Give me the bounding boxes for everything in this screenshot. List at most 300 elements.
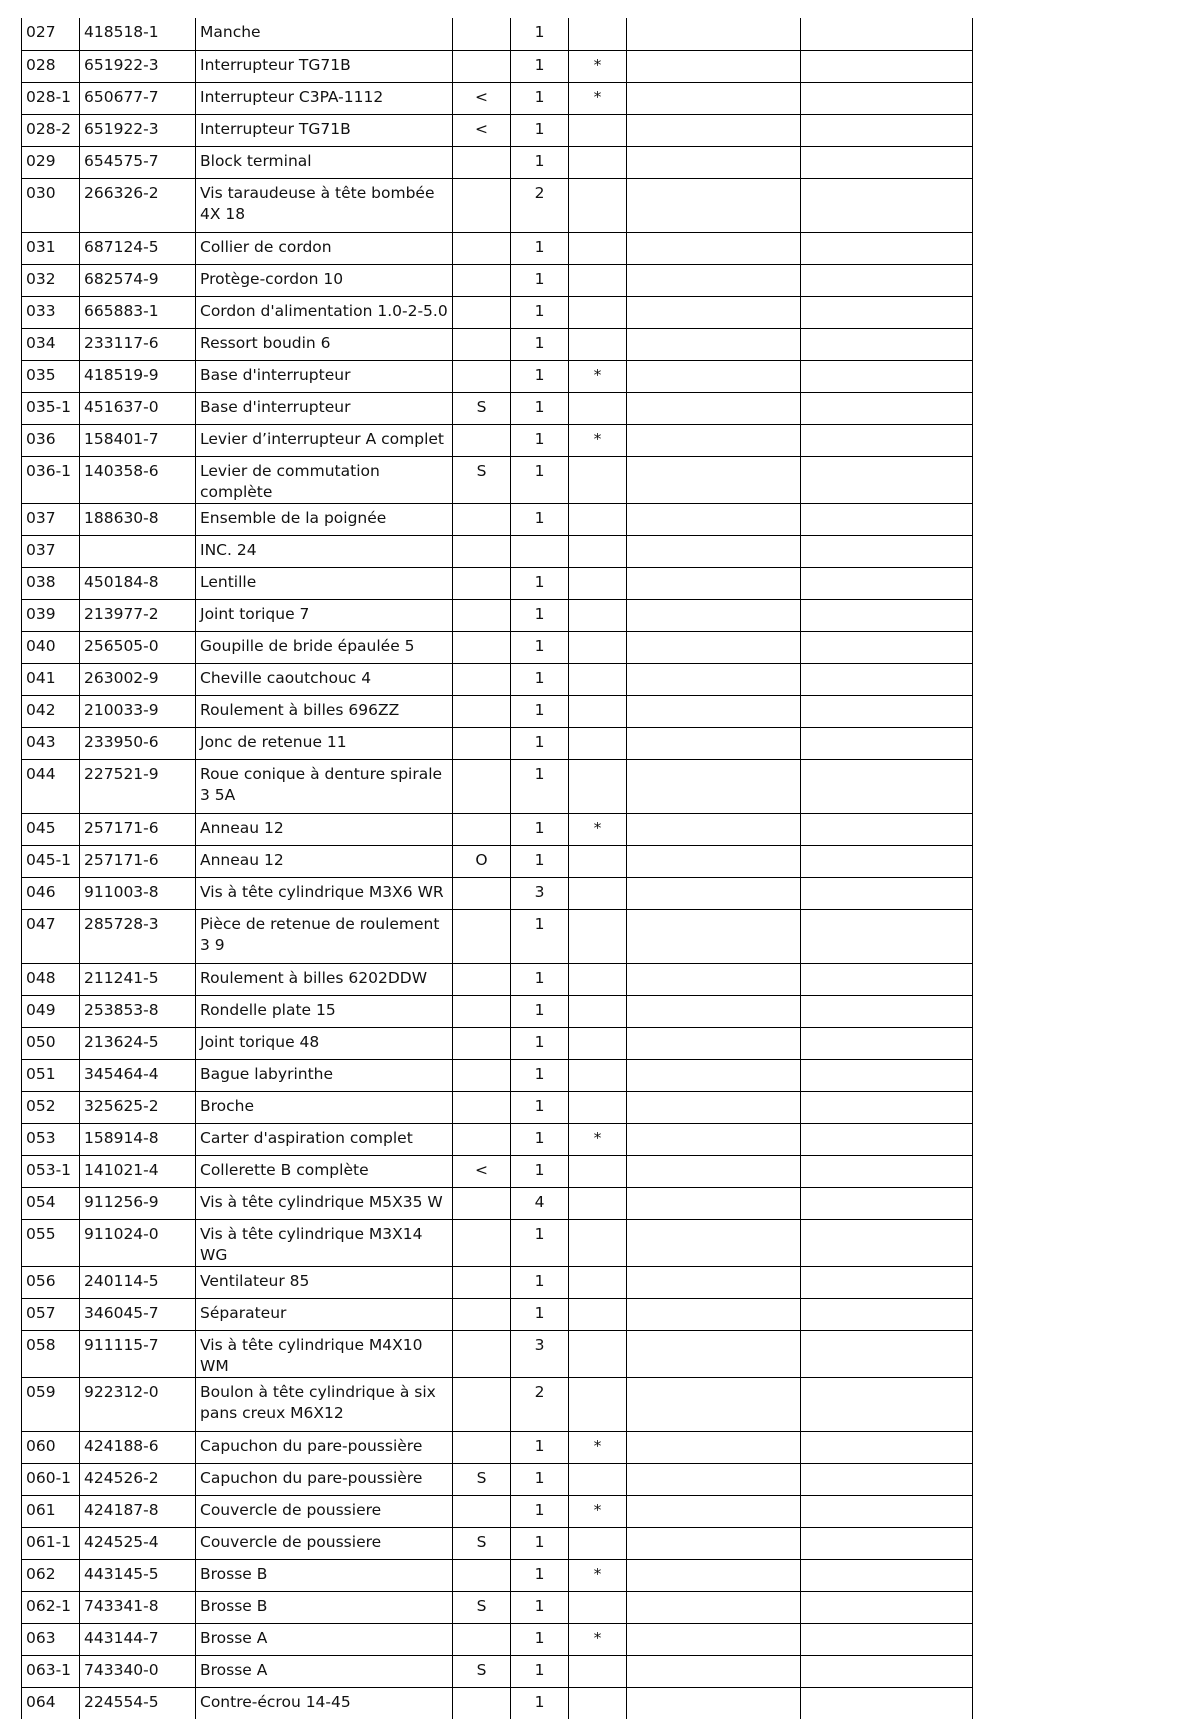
mark-cell <box>453 1298 511 1330</box>
mark-cell <box>453 1123 511 1155</box>
quantity-cell: 1 <box>511 1298 569 1330</box>
table-row <box>22 503 973 535</box>
empty-column-b-cell <box>801 1123 973 1155</box>
empty-column-a-cell <box>627 1591 801 1623</box>
mark-cell <box>453 1431 511 1463</box>
quantity-cell: 1 <box>511 1155 569 1187</box>
empty-column-b-cell <box>801 727 973 759</box>
empty-column-b-cell <box>801 456 973 503</box>
parts-list-body <box>22 18 973 1719</box>
item-number-cell: 052 <box>22 1091 80 1123</box>
note-cell <box>569 845 627 877</box>
empty-column-a-cell <box>627 845 801 877</box>
item-number-cell: 029 <box>22 146 80 178</box>
empty-column-a-cell <box>627 503 801 535</box>
note-cell <box>569 567 627 599</box>
empty-column-b-cell <box>801 1495 973 1527</box>
empty-column-b-cell <box>801 1559 973 1591</box>
table-row <box>22 1527 973 1559</box>
empty-column-b-cell <box>801 1266 973 1298</box>
note-cell <box>569 178 627 232</box>
mark-cell <box>453 1091 511 1123</box>
part-number-cell: 233117-6 <box>80 328 196 360</box>
description-cell: Capuchon du pare-poussière <box>196 1463 453 1495</box>
part-number-cell: 213624-5 <box>80 1027 196 1059</box>
quantity-cell: 1 <box>511 1463 569 1495</box>
table-row <box>22 663 973 695</box>
mark-cell <box>453 50 511 82</box>
empty-column-b-cell <box>801 1330 973 1377</box>
item-number-cell: 045-1 <box>22 845 80 877</box>
empty-column-a-cell <box>627 1377 801 1431</box>
empty-column-a-cell <box>627 663 801 695</box>
note-cell <box>569 1330 627 1377</box>
empty-column-b-cell <box>801 1623 973 1655</box>
part-number-cell: 346045-7 <box>80 1298 196 1330</box>
quantity-cell: 1 <box>511 1623 569 1655</box>
note-cell <box>569 727 627 759</box>
empty-column-b-cell <box>801 503 973 535</box>
empty-column-b-cell <box>801 328 973 360</box>
mark-cell <box>453 759 511 813</box>
mark-cell <box>453 296 511 328</box>
empty-column-a-cell <box>627 535 801 567</box>
empty-column-b-cell <box>801 813 973 845</box>
empty-column-a-cell <box>627 328 801 360</box>
note-cell: * <box>569 1123 627 1155</box>
description-cell: Interrupteur TG71B <box>196 114 453 146</box>
description-cell: Rondelle plate 15 <box>196 995 453 1027</box>
item-number-cell: 059 <box>22 1377 80 1431</box>
mark-cell: S <box>453 1527 511 1559</box>
note-cell: * <box>569 813 627 845</box>
part-number-cell: 651922-3 <box>80 50 196 82</box>
mark-cell <box>453 360 511 392</box>
note-cell <box>569 1463 627 1495</box>
part-number-cell: 443145-5 <box>80 1559 196 1591</box>
mark-cell <box>453 1219 511 1266</box>
quantity-cell: 1 <box>511 845 569 877</box>
quantity-cell: 1 <box>511 995 569 1027</box>
mark-cell <box>453 535 511 567</box>
description-cell: Vis à tête cylindrique M3X14 WG <box>196 1219 453 1266</box>
table-row <box>22 264 973 296</box>
quantity-cell: 1 <box>511 1591 569 1623</box>
note-cell <box>569 909 627 963</box>
quantity-cell: 1 <box>511 456 569 503</box>
mark-cell <box>453 1059 511 1091</box>
quantity-cell: 1 <box>511 1559 569 1591</box>
table-row <box>22 1591 973 1623</box>
empty-column-a-cell <box>627 759 801 813</box>
mark-cell <box>453 328 511 360</box>
empty-column-b-cell <box>801 18 973 50</box>
empty-column-b-cell <box>801 50 973 82</box>
mark-cell: S <box>453 392 511 424</box>
item-number-cell: 033 <box>22 296 80 328</box>
item-number-cell: 036-1 <box>22 456 80 503</box>
empty-column-b-cell <box>801 1431 973 1463</box>
part-number-cell: 418518-1 <box>80 18 196 50</box>
item-number-cell: 032 <box>22 264 80 296</box>
table-row <box>22 1330 973 1377</box>
empty-column-b-cell <box>801 1687 973 1719</box>
table-row <box>22 909 973 963</box>
table-row <box>22 82 973 114</box>
quantity-cell: 1 <box>511 1495 569 1527</box>
note-cell <box>569 631 627 663</box>
description-cell: Collier de cordon <box>196 232 453 264</box>
description-cell: Roulement à billes 696ZZ <box>196 695 453 727</box>
table-row <box>22 727 973 759</box>
table-row <box>22 424 973 456</box>
empty-column-a-cell <box>627 727 801 759</box>
item-number-cell: 055 <box>22 1219 80 1266</box>
description-cell: Interrupteur C3PA-1112 <box>196 82 453 114</box>
item-number-cell: 039 <box>22 599 80 631</box>
mark-cell: S <box>453 1463 511 1495</box>
description-cell: Goupille de bride épaulée 5 <box>196 631 453 663</box>
description-cell: Couvercle de poussiere <box>196 1527 453 1559</box>
description-cell: Boulon à tête cylindrique à six pans creux M6X12 <box>196 1377 453 1431</box>
part-number-cell: 911024-0 <box>80 1219 196 1266</box>
description-cell: Block terminal <box>196 146 453 178</box>
note-cell <box>569 1655 627 1687</box>
note-cell <box>569 503 627 535</box>
part-number-cell: 687124-5 <box>80 232 196 264</box>
part-number-cell: 266326-2 <box>80 178 196 232</box>
item-number-cell: 035-1 <box>22 392 80 424</box>
part-number-cell: 450184-8 <box>80 567 196 599</box>
mark-cell <box>453 995 511 1027</box>
item-number-cell: 056 <box>22 1266 80 1298</box>
note-cell <box>569 963 627 995</box>
empty-column-a-cell <box>627 1623 801 1655</box>
empty-column-b-cell <box>801 424 973 456</box>
part-number-cell: 140358-6 <box>80 456 196 503</box>
note-cell <box>569 877 627 909</box>
description-cell: Ventilateur 85 <box>196 1266 453 1298</box>
note-cell: * <box>569 424 627 456</box>
empty-column-a-cell <box>627 1655 801 1687</box>
note-cell <box>569 1219 627 1266</box>
mark-cell <box>453 146 511 178</box>
item-number-cell: 044 <box>22 759 80 813</box>
description-cell: Vis taraudeuse à tête bombée 4X 18 <box>196 178 453 232</box>
part-number-cell: 424526-2 <box>80 1463 196 1495</box>
empty-column-b-cell <box>801 1591 973 1623</box>
table-row <box>22 1495 973 1527</box>
part-number-cell: 451637-0 <box>80 392 196 424</box>
empty-column-a-cell <box>627 264 801 296</box>
mark-cell <box>453 1559 511 1591</box>
part-number-cell: 911115-7 <box>80 1330 196 1377</box>
item-number-cell: 058 <box>22 1330 80 1377</box>
item-number-cell: 060 <box>22 1431 80 1463</box>
part-number-cell: 911256-9 <box>80 1187 196 1219</box>
item-number-cell: 057 <box>22 1298 80 1330</box>
mark-cell: S <box>453 456 511 503</box>
item-number-cell: 028-1 <box>22 82 80 114</box>
parts-list-table <box>21 18 973 1719</box>
quantity-cell: 1 <box>511 695 569 727</box>
item-number-cell: 063-1 <box>22 1655 80 1687</box>
table-row <box>22 146 973 178</box>
table-row <box>22 995 973 1027</box>
mark-cell <box>453 264 511 296</box>
empty-column-b-cell <box>801 877 973 909</box>
mark-cell: S <box>453 1655 511 1687</box>
mark-cell <box>453 663 511 695</box>
empty-column-a-cell <box>627 1123 801 1155</box>
part-number-cell: 651922-3 <box>80 114 196 146</box>
part-number-cell: 256505-0 <box>80 631 196 663</box>
quantity-cell: 2 <box>511 178 569 232</box>
empty-column-a-cell <box>627 995 801 1027</box>
description-cell: Carter d'aspiration complet <box>196 1123 453 1155</box>
empty-column-a-cell <box>627 1431 801 1463</box>
mark-cell <box>453 232 511 264</box>
empty-column-a-cell <box>627 360 801 392</box>
item-number-cell: 031 <box>22 232 80 264</box>
mark-cell <box>453 963 511 995</box>
note-cell <box>569 296 627 328</box>
empty-column-b-cell <box>801 360 973 392</box>
table-row <box>22 392 973 424</box>
table-row <box>22 567 973 599</box>
item-number-cell: 050 <box>22 1027 80 1059</box>
mark-cell <box>453 813 511 845</box>
description-cell: Roue conique à denture spirale 3 5A <box>196 759 453 813</box>
mark-cell <box>453 727 511 759</box>
mark-cell: < <box>453 82 511 114</box>
quantity-cell: 1 <box>511 503 569 535</box>
item-number-cell: 046 <box>22 877 80 909</box>
part-number-cell <box>80 535 196 567</box>
item-number-cell: 038 <box>22 567 80 599</box>
item-number-cell: 051 <box>22 1059 80 1091</box>
description-cell: Base d'interrupteur <box>196 392 453 424</box>
quantity-cell: 1 <box>511 114 569 146</box>
table-row <box>22 360 973 392</box>
empty-column-a-cell <box>627 456 801 503</box>
part-number-cell: 188630-8 <box>80 503 196 535</box>
table-row <box>22 18 973 50</box>
note-cell <box>569 599 627 631</box>
quantity-cell: 1 <box>511 146 569 178</box>
quantity-cell: 1 <box>511 1123 569 1155</box>
table-row <box>22 1463 973 1495</box>
part-number-cell: 424188-6 <box>80 1431 196 1463</box>
item-number-cell: 034 <box>22 328 80 360</box>
note-cell: * <box>569 360 627 392</box>
description-cell: Interrupteur TG71B <box>196 50 453 82</box>
note-cell <box>569 1527 627 1559</box>
mark-cell <box>453 1495 511 1527</box>
quantity-cell: 1 <box>511 1431 569 1463</box>
mark-cell <box>453 1027 511 1059</box>
note-cell <box>569 456 627 503</box>
empty-column-a-cell <box>627 963 801 995</box>
part-number-cell: 213977-2 <box>80 599 196 631</box>
quantity-cell: 1 <box>511 50 569 82</box>
mark-cell: O <box>453 845 511 877</box>
empty-column-b-cell <box>801 631 973 663</box>
empty-column-a-cell <box>627 567 801 599</box>
empty-column-a-cell <box>627 1091 801 1123</box>
item-number-cell: 063 <box>22 1623 80 1655</box>
note-cell <box>569 264 627 296</box>
item-number-cell: 035 <box>22 360 80 392</box>
note-cell <box>569 1155 627 1187</box>
mark-cell <box>453 1330 511 1377</box>
item-number-cell: 042 <box>22 695 80 727</box>
mark-cell <box>453 178 511 232</box>
description-cell: INC. 24 <box>196 535 453 567</box>
note-cell <box>569 1027 627 1059</box>
note-cell <box>569 535 627 567</box>
mark-cell <box>453 631 511 663</box>
note-cell <box>569 328 627 360</box>
quantity-cell: 1 <box>511 18 569 50</box>
empty-column-a-cell <box>627 1187 801 1219</box>
mark-cell <box>453 599 511 631</box>
item-number-cell: 037 <box>22 535 80 567</box>
description-cell: Jonc de retenue 11 <box>196 727 453 759</box>
empty-column-a-cell <box>627 1463 801 1495</box>
quantity-cell: 1 <box>511 296 569 328</box>
quantity-cell: 1 <box>511 727 569 759</box>
quantity-cell: 1 <box>511 1059 569 1091</box>
note-cell <box>569 1266 627 1298</box>
empty-column-a-cell <box>627 1298 801 1330</box>
table-row <box>22 845 973 877</box>
empty-column-a-cell <box>627 1059 801 1091</box>
quantity-cell: 1 <box>511 963 569 995</box>
empty-column-b-cell <box>801 1219 973 1266</box>
description-cell: Levier de commutation complète <box>196 456 453 503</box>
empty-column-b-cell <box>801 114 973 146</box>
description-cell: Collerette B complète <box>196 1155 453 1187</box>
empty-column-a-cell <box>627 1495 801 1527</box>
note-cell <box>569 1591 627 1623</box>
description-cell: Lentille <box>196 567 453 599</box>
note-cell: * <box>569 1559 627 1591</box>
mark-cell <box>453 567 511 599</box>
mark-cell <box>453 424 511 456</box>
mark-cell <box>453 909 511 963</box>
quantity-cell: 2 <box>511 1377 569 1431</box>
note-cell <box>569 995 627 1027</box>
note-cell <box>569 695 627 727</box>
empty-column-a-cell <box>627 813 801 845</box>
quantity-cell: 4 <box>511 1187 569 1219</box>
part-number-cell: 654575-7 <box>80 146 196 178</box>
empty-column-a-cell <box>627 296 801 328</box>
part-number-cell: 424187-8 <box>80 1495 196 1527</box>
description-cell: Manche <box>196 18 453 50</box>
mark-cell: S <box>453 1591 511 1623</box>
note-cell <box>569 146 627 178</box>
mark-cell <box>453 18 511 50</box>
item-number-cell: 062 <box>22 1559 80 1591</box>
quantity-cell: 1 <box>511 1527 569 1559</box>
item-number-cell: 061-1 <box>22 1527 80 1559</box>
item-number-cell: 043 <box>22 727 80 759</box>
table-row <box>22 535 973 567</box>
part-number-cell: 233950-6 <box>80 727 196 759</box>
part-number-cell: 922312-0 <box>80 1377 196 1431</box>
table-row <box>22 114 973 146</box>
table-row <box>22 232 973 264</box>
part-number-cell: 418519-9 <box>80 360 196 392</box>
empty-column-a-cell <box>627 114 801 146</box>
table-row <box>22 695 973 727</box>
empty-column-b-cell <box>801 1463 973 1495</box>
table-row <box>22 456 973 503</box>
part-number-cell: 424525-4 <box>80 1527 196 1559</box>
mark-cell <box>453 1687 511 1719</box>
empty-column-a-cell <box>627 18 801 50</box>
item-number-cell: 041 <box>22 663 80 695</box>
mark-cell <box>453 1187 511 1219</box>
quantity-cell: 1 <box>511 663 569 695</box>
part-number-cell: 257171-6 <box>80 845 196 877</box>
quantity-cell: 1 <box>511 264 569 296</box>
empty-column-a-cell <box>627 50 801 82</box>
item-number-cell: 045 <box>22 813 80 845</box>
item-number-cell: 049 <box>22 995 80 1027</box>
table-row <box>22 1027 973 1059</box>
quantity-cell: 1 <box>511 909 569 963</box>
empty-column-b-cell <box>801 535 973 567</box>
item-number-cell: 040 <box>22 631 80 663</box>
note-cell: * <box>569 82 627 114</box>
description-cell: Cheville caoutchouc 4 <box>196 663 453 695</box>
table-row <box>22 50 973 82</box>
description-cell: Joint torique 48 <box>196 1027 453 1059</box>
empty-column-b-cell <box>801 759 973 813</box>
item-number-cell: 047 <box>22 909 80 963</box>
description-cell: Ensemble de la poignée <box>196 503 453 535</box>
item-number-cell: 064 <box>22 1687 80 1719</box>
part-number-cell: 158401-7 <box>80 424 196 456</box>
mark-cell <box>453 503 511 535</box>
part-number-cell: 141021-4 <box>80 1155 196 1187</box>
part-number-cell: 345464-4 <box>80 1059 196 1091</box>
quantity-cell: 1 <box>511 1219 569 1266</box>
description-cell: Anneau 12 <box>196 813 453 845</box>
note-cell <box>569 663 627 695</box>
description-cell: Roulement à billes 6202DDW <box>196 963 453 995</box>
mark-cell <box>453 1266 511 1298</box>
empty-column-a-cell <box>627 1027 801 1059</box>
empty-column-a-cell <box>627 178 801 232</box>
table-row <box>22 178 973 232</box>
quantity-cell: 1 <box>511 567 569 599</box>
empty-column-a-cell <box>627 631 801 663</box>
empty-column-b-cell <box>801 1027 973 1059</box>
description-cell: Brosse A <box>196 1655 453 1687</box>
description-cell: Anneau 12 <box>196 845 453 877</box>
mark-cell: < <box>453 114 511 146</box>
part-number-cell: 253853-8 <box>80 995 196 1027</box>
part-number-cell: 240114-5 <box>80 1266 196 1298</box>
table-row <box>22 877 973 909</box>
table-row <box>22 963 973 995</box>
table-row <box>22 631 973 663</box>
description-cell: Joint torique 7 <box>196 599 453 631</box>
